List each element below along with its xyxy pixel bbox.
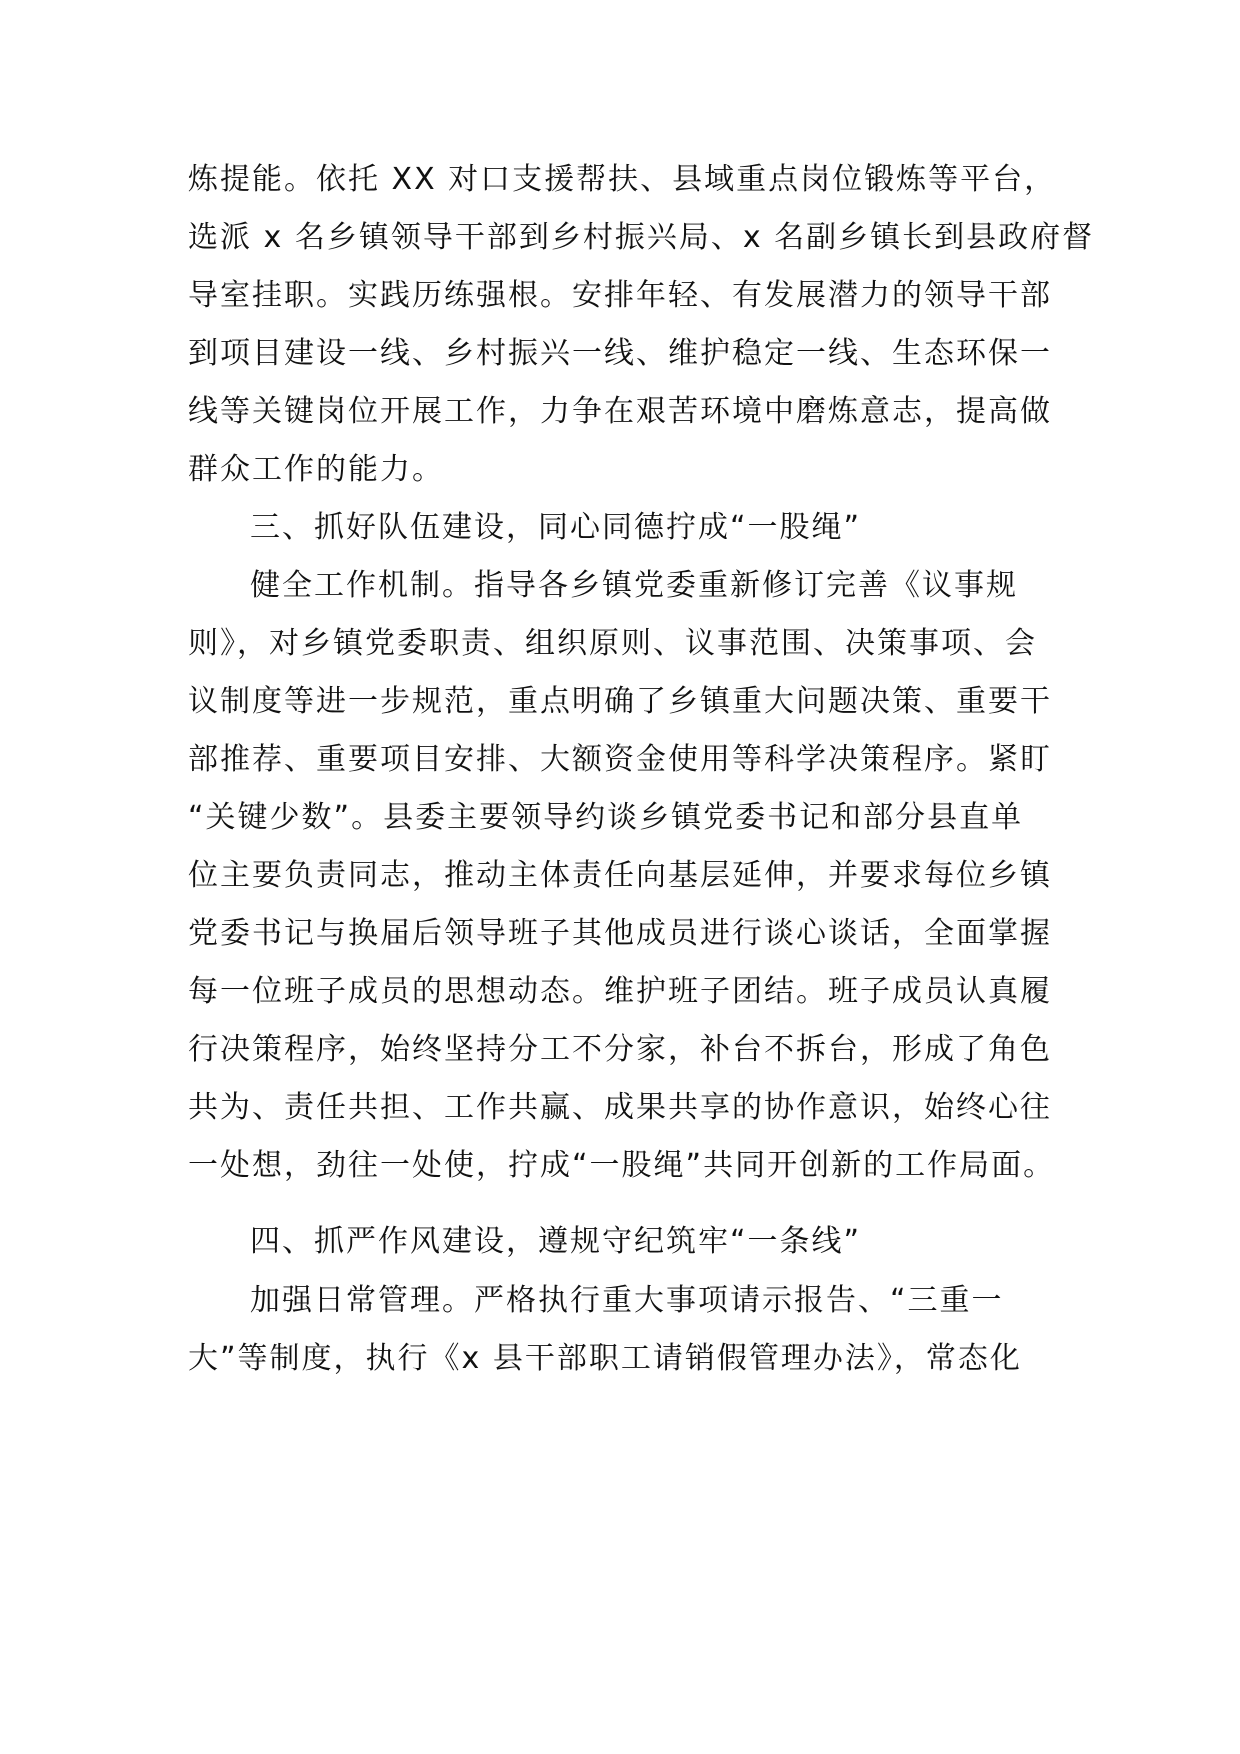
section-heading-3: 三、抓好队伍建设，同心同德拧成“一股绳” bbox=[250, 510, 862, 545]
text-line: 一处想，劲往一处使，拧成“一股绳”共同开创新的工作局面。 bbox=[188, 1148, 1056, 1183]
section-heading-4: 四、抓严作风建设，遵规守纪筑牢“一条线” bbox=[250, 1224, 862, 1259]
text-line: 则》，对乡镇党委职责、组织原则、议事范围、决策事项、会 bbox=[188, 626, 1037, 661]
text-line: 线等关键岗位开展工作，力争在艰苦环境中磨炼意志，提高做 bbox=[188, 394, 1052, 429]
text-line: 位主要负责同志，推动主体责任向基层延伸，并要求每位乡镇 bbox=[188, 858, 1052, 893]
text-line: 健全工作机制。指导各乡镇党委重新修订完善《议事规 bbox=[250, 568, 1018, 603]
text-line: 议制度等进一步规范，重点明确了乡镇重大问题决策、重要干 bbox=[188, 684, 1052, 719]
text-line: 导室挂职。实践历练强根。安排年轻、有发展潜力的领导干部 bbox=[188, 278, 1052, 313]
text-line: 加强日常管理。严格执行重大事项请示报告、“三重一 bbox=[250, 1283, 1004, 1318]
text-line: 到项目建设一线、乡村振兴一线、维护稳定一线、生态环保一 bbox=[188, 336, 1052, 371]
text-line: 共为、责任共担、工作共赢、成果共享的协作意识，始终心往 bbox=[188, 1090, 1052, 1125]
text-line: 选派 x 名乡镇领导干部到乡村振兴局、x 名副乡镇长到县政府督 bbox=[188, 220, 1095, 255]
text-line: “关键少数”。县委主要领导约谈乡镇党委书记和部分县直单 bbox=[188, 800, 1024, 835]
text-line: 大”等制度，执行《x 县干部职工请销假管理办法》，常态化 bbox=[188, 1341, 1022, 1376]
text-line: 炼提能。依托 XX 对口支援帮扶、县域重点岗位锻炼等平台， bbox=[188, 162, 1057, 197]
text-line: 部推荐、重要项目安排、大额资金使用等科学决策程序。紧盯 bbox=[188, 742, 1052, 777]
text-line: 行决策程序，始终坚持分工不分家，补台不拆台，形成了角色 bbox=[188, 1032, 1052, 1067]
text-line: 党委书记与换届后领导班子其他成员进行谈心谈话，全面掌握 bbox=[188, 916, 1052, 951]
text-line: 群众工作的能力。 bbox=[188, 452, 444, 487]
text-line: 每一位班子成员的思想动态。维护班子团结。班子成员认真履 bbox=[188, 974, 1052, 1009]
